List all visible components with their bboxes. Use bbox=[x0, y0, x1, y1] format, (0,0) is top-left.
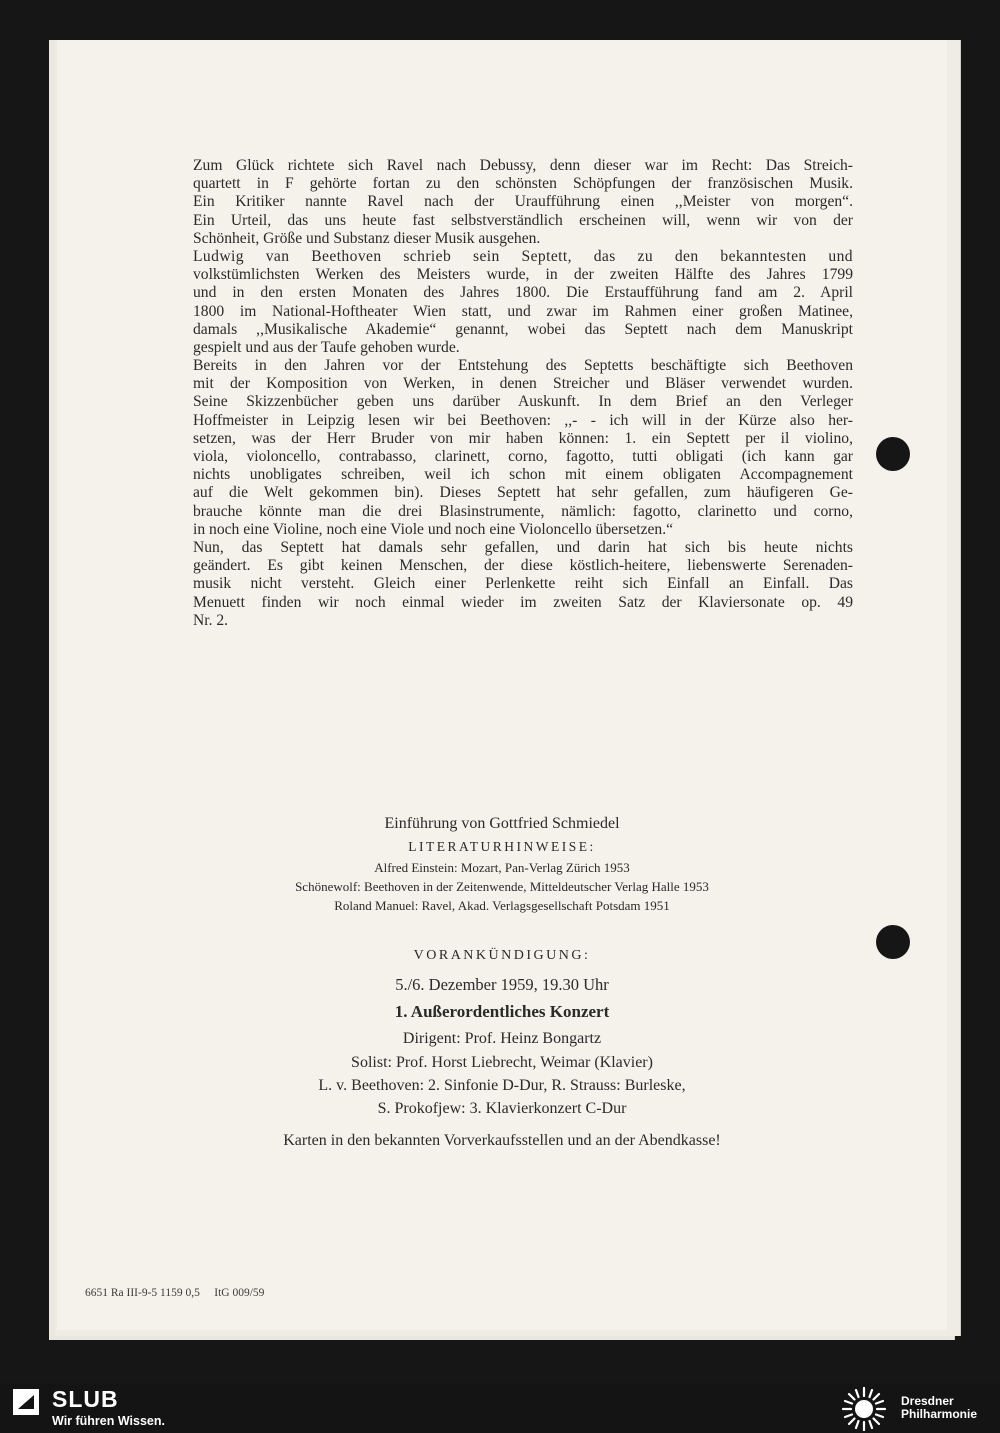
literature-heading: LITERATURHINWEISE: bbox=[408, 839, 596, 854]
preview-heading: VORANKÜNDIGUNG: bbox=[413, 948, 591, 963]
text-line: Menuett finden wir noch einmal wieder im zweiten Satz der Klaviersonate op. 49 bbox=[193, 593, 853, 611]
concert-detail: Dirigent: Prof. Heinz Bongartz bbox=[402, 1030, 602, 1047]
text-line: Nr. 2. bbox=[193, 611, 229, 629]
text-line: setzen, was der Herr Bruder von mir haben können: 1. ein Septett per il violino, bbox=[193, 429, 853, 447]
concert-detail: Solist: Prof. Horst Liebrecht, Weimar (Klavier) bbox=[351, 1054, 653, 1071]
text-line: Nun, das Septett hat damals sehr gefallen, und darin hat sich bis heute nichts bbox=[193, 538, 853, 556]
text-line: gespielt und aus der Taufe gehoben wurde. bbox=[193, 338, 460, 356]
text-line: Zum Glück richtete sich Ravel nach Debussy, denn dieser war im Recht: Das Streich- bbox=[193, 157, 853, 174]
text-line: Ein Kritiker nannte Ravel nach der Uraufführung einen ,,Meister von morgen“. bbox=[193, 193, 853, 211]
text-line: mit der Komposition von Werken, in denen Streicher und Bläser verwendet wurden. bbox=[193, 375, 853, 393]
text-line: und in den ersten Monaten des Jahres 1800. Die Erstaufführung fand am 2. April bbox=[193, 284, 853, 302]
partner-name[interactable] bbox=[901, 1395, 977, 1421]
text-line: Schönheit, Größe und Substanz dieser Musik ausgehen. bbox=[193, 229, 541, 247]
philharmonie-logo-icon[interactable] bbox=[841, 1386, 887, 1432]
text-line: in noch eine Violine, noch eine Viole und noch eine Violoncello übersetzen.“ bbox=[193, 520, 674, 538]
concert-detail: L. v. Beethoven: 2. Sinfonie D-Dur, R. Strauss: Burleske, bbox=[318, 1077, 686, 1094]
partner-name-line: Dresdner bbox=[901, 1394, 954, 1408]
introduction-credit: Einführung von Gottfried Schmiedel bbox=[384, 815, 620, 832]
literature-item: Schönewolf: Beethoven in der Zeitenwende, Mitteldeutscher Verlag Halle 1953 bbox=[295, 879, 709, 894]
punch-hole bbox=[876, 437, 910, 471]
concert-detail: S. Prokofjew: 3. Klavierkonzert C-Dur bbox=[377, 1100, 627, 1117]
text-line: 1800 im National-Hoftheater Wien statt, und zwar im Rahmen einer großen Matinee, bbox=[193, 302, 853, 320]
text-line: quartett in F gehörte fortan zu den schönsten Schöpfungen der französischen Musik. bbox=[193, 175, 853, 193]
slub-name[interactable]: SLUB bbox=[52, 1386, 119, 1412]
slub-tagline: Wir führen Wissen. bbox=[52, 1414, 165, 1428]
text-line: musik nicht versteht. Gleich einer Perlenkette reiht sich Einfall an Einfall. Das bbox=[193, 575, 853, 593]
text-line: Ludwig van Beethoven schrieb sein Septett, das zu den bekanntesten und bbox=[193, 247, 853, 265]
text-line: Ein Urteil, das uns heute fast selbstverständlich erscheinen will, wenn wir von der bbox=[193, 211, 853, 229]
concert-title: 1. Außerordentliches Konzert bbox=[394, 1002, 610, 1021]
text-line: damals ,,Musikalische Akademie“ genannt, wobei das Septett nach dem Manuskript bbox=[193, 320, 853, 338]
footer-bar bbox=[0, 1383, 1000, 1433]
text-line: Bereits in den Jahren vor der Entstehung des Septetts beschäftigte sich Beethoven bbox=[193, 357, 853, 375]
text-line: auf die Welt gekommen bin). Dieses Septett hat sehr gefallen, zum häufigeren Ge- bbox=[193, 484, 853, 502]
text-line: viola, violoncello, contrabasso, clarinett, corno, fagotto, tutti obligati (ich kann gar bbox=[193, 448, 853, 465]
print-code: 6651 Ra III-9-5 1159 0,5 ItG 009/59 bbox=[85, 1287, 265, 1299]
concert-date: 5./6. Dezember 1959, 19.30 Uhr bbox=[395, 975, 609, 994]
body-text bbox=[193, 157, 853, 630]
text-line: brauche könnte man die drei Blasinstrumente, nämlich: fagotto, clarinetto und corno, bbox=[193, 502, 853, 520]
text-line: Hoffmeister in Leipzig lesen wir bei Beethoven: ,,- - ich will in der Kürze also her- bbox=[193, 411, 853, 429]
literature-item: Roland Manuel: Ravel, Akad. Verlagsgesellschaft Potsdam 1951 bbox=[334, 898, 670, 913]
partner-name-line: Philharmonie bbox=[901, 1407, 978, 1421]
text-line: Seine Skizzenbücher geben uns darüber Auskunft. In dem Brief an den Verleger bbox=[193, 393, 853, 411]
slub-logo-icon[interactable] bbox=[13, 1389, 39, 1415]
ticket-info: Karten in den bekannten Vorverkaufsstellen und an der Abendkasse! bbox=[283, 1132, 721, 1149]
literature-item: Alfred Einstein: Mozart, Pan-Verlag Zürich 1953 bbox=[374, 860, 630, 875]
text-line: geändert. Es gibt keinen Menschen, der diese köstlich-heitere, liebenswerte Serenaden- bbox=[193, 557, 853, 575]
text-line: volkstümlichsten Werken des Meisters wurde, in der zweiten Hälfte des Jahres 1799 bbox=[193, 266, 853, 284]
text-line: nichts unobligates schreiben, weil ich schon mit einem obligaten Accompagnement bbox=[193, 466, 853, 484]
